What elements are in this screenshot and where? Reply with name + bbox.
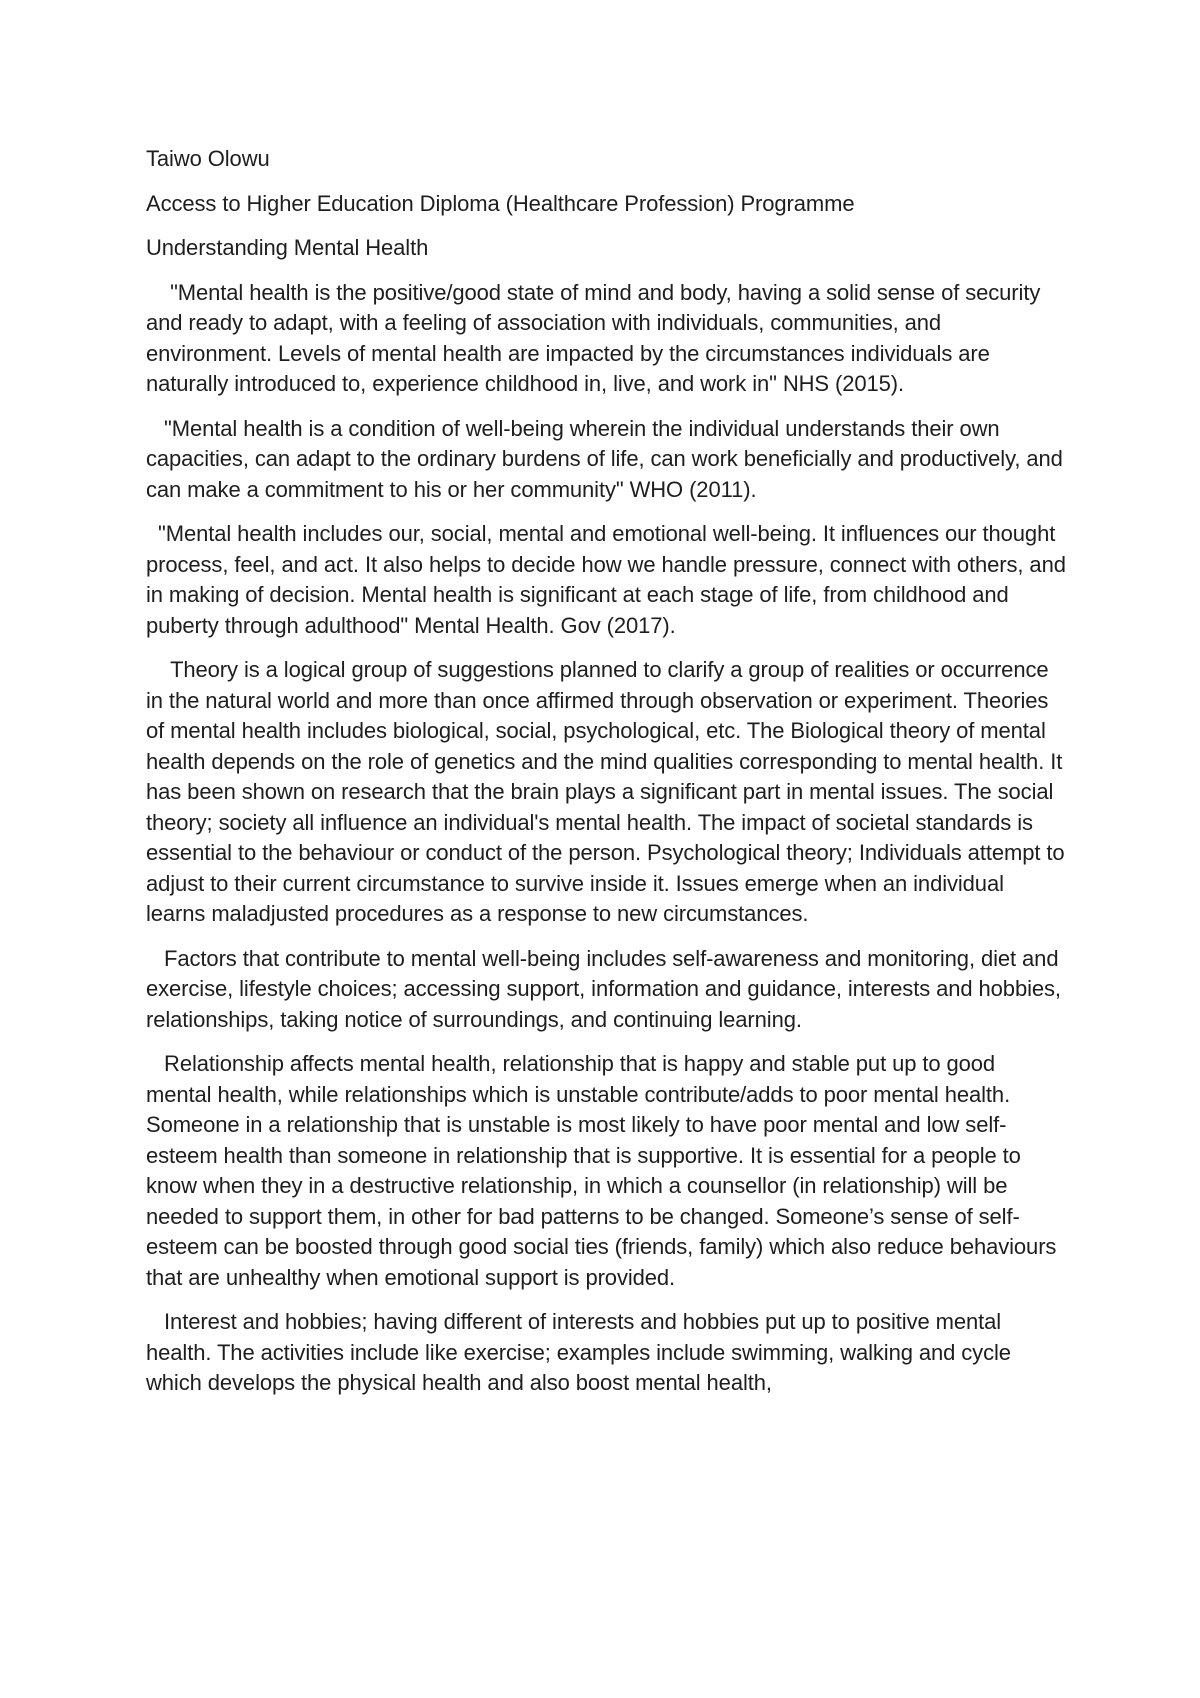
paragraph-factors: Factors that contribute to mental well-being includes self-awareness and monitoring, diet and exercise, lifestyle choices; accessing support, information and guidance, interests and hobbies, relationships, taking notice of surroundings, and continuing learning. — [146, 945, 1067, 1032]
document-body — [146, 144, 1072, 1413]
paragraph-interests-hobbies: Interest and hobbies; having different of interests and hobbies put up to positive mental health. The activities include like exercise; examples include swimming, walking and cycle which develops the physical health and also boost mental health, — [146, 1309, 1017, 1395]
programme-name: Access to Higher Education Diploma (Healthcare Profession) Programme — [146, 190, 855, 216]
paragraph-theories: Theory is a logical group of suggestions planned to clarify a group of realities or occurrence in the natural world and more than once affirmed through observation or experiment. Theories of mental health includes biological, social, psychological, etc. The Biological theory of mental health depends on the role of genetics and the mind qualities corresponding to mental health. It has been shown on research that the brain plays a significant part in mental issues. The social theory; society all influence an individual's mental health. The impact of societal standards is essential to the behaviour or conduct of the person. Psychological theory; Individuals attempt to adjust to their current circumstance to survive inside it. Issues emerge when an individual learns maladjusted procedures as a response to new circumstances. — [146, 657, 1071, 926]
paragraph-who-definition: "Mental health is a condition of well-being wherein the individual understands their own capacities, can adapt to the ordinary burdens of life, can work beneficially and productively, and can make a commitment to his or her community" WHO (2011). — [146, 415, 1069, 502]
author-name: Taiwo Olowu — [146, 146, 270, 171]
document-title: Understanding Mental Health — [146, 235, 429, 260]
paragraph-gov-definition: "Mental health includes our, social, mental and emotional well-being. It influences our thought process, feel, and act. It also helps to decide how we handle pressure, connect with others, and in making of decision. Mental health is significant at each stage of life, from childhood and puberty through adulthood" Mental Health. Gov (2017). — [146, 521, 1072, 638]
paragraph-nhs-definition: "Mental health is the positive/good state of mind and body, having a solid sense of security and ready to adapt, with a feeling of association with individuals, communities, and environment. Levels of mental health are impacted by the circumstances individuals are naturally introduced to, experience childhood in, live, and work in" NHS (2015). — [146, 279, 1047, 396]
paragraph-relationships: Relationship affects mental health, relationship that is happy and stable put up to good mental health, while relationships which is unstable contribute/adds to poor mental health. Someone in a relationship that is unstable is most likely to have poor mental and low self-esteem health than someone in relationship that is supportive. It is essential for a people to know when they in a destructive relationship, in which a counsellor (in relationship) will be needed to support them, in other for bad patterns to be changed. Someone’s sense of self-esteem can be boosted through good social ties (friends, family) which also reduce behaviours that are unhealthy when emotional support is provided. — [146, 1051, 1063, 1290]
